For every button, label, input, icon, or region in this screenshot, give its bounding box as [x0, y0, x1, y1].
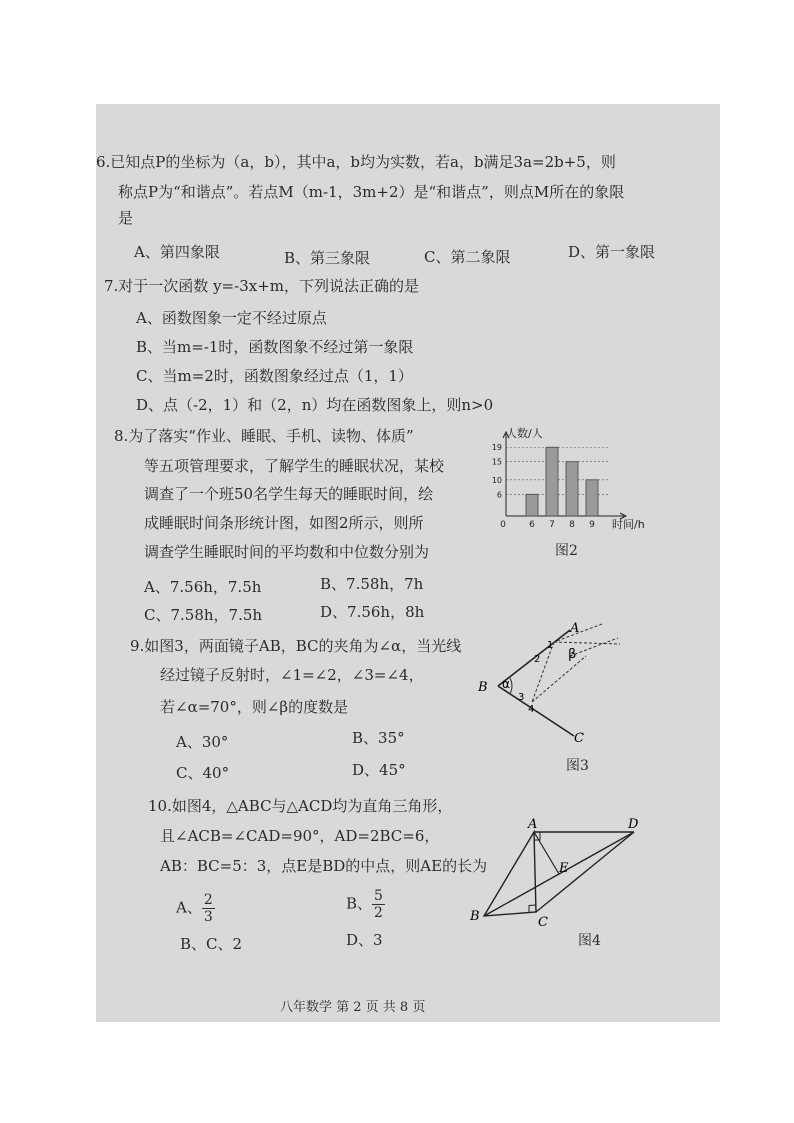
q6-line1: 6.已知点P的坐标为（a，b），其中a，b均为实数，若a，b满足3a=2b+5，则 — [96, 153, 616, 171]
q9-line3: 若∠α=70°，则∠β的度数是 — [160, 698, 349, 716]
fraction-b-numerator: 5 — [374, 888, 383, 904]
point-b-label: B — [478, 680, 488, 695]
beta-label: β — [568, 647, 577, 662]
y-tick-label: 6 — [496, 490, 502, 500]
q10-option-c: B、C、2 — [180, 935, 243, 953]
bar — [586, 480, 598, 516]
sleep-time-bar-chart — [484, 420, 660, 538]
x-tick-label: 0 — [500, 520, 506, 530]
bar — [526, 494, 538, 516]
q9-option-b: B、35° — [352, 729, 405, 747]
point-c-label: C — [538, 915, 548, 928]
q10-option-a-label: A、 — [176, 898, 202, 917]
q9-option-a: A、30° — [176, 733, 229, 751]
q9-line1: 9.如图3，两面镜子AB，BC的夹角为∠α，当光线 — [130, 637, 462, 655]
q7-option-b: B、当m=-1时，函数图象不经过第一象限 — [136, 338, 414, 356]
q9-line2: 经过镜子反射时，∠1=∠2，∠3=∠4， — [160, 666, 424, 684]
mirror-reflection-figure — [470, 616, 660, 748]
q10-option-a — [176, 892, 215, 925]
angle-1-label: 1 — [547, 640, 554, 651]
x-tick-label: 8 — [569, 520, 575, 530]
q8-line1: 8.为了落实“作业、睡眠、手机、读物、体质” — [114, 427, 414, 445]
q10-line1: 10.如图4，△ABC与△ACD均为直角三角形， — [148, 797, 453, 815]
q7-option-a: A、函数图象一定不经过原点 — [136, 309, 327, 327]
alpha-label: α — [502, 677, 510, 691]
segment-cd — [536, 832, 634, 912]
q9-option-c: C、40° — [176, 764, 230, 782]
q6-line3: 是 — [118, 209, 134, 227]
q8-line3: 调查了一个班50名学生每天的睡眠时间，绘 — [144, 485, 434, 503]
q8-option-d: D、7.56h，8h — [320, 603, 425, 621]
q10-line2: 且∠ACB=∠CAD=90°，AD=2BC=6， — [160, 827, 440, 845]
page-footer: 八年数学 第 2 页 共 8 页 — [280, 1000, 426, 1015]
parallel-ray — [554, 642, 620, 644]
q10-option-d: D、3 — [346, 931, 383, 949]
x-tick-label: 9 — [589, 520, 595, 530]
fraction-a-denominator: 3 — [203, 909, 213, 925]
point-a-label: A — [528, 817, 538, 832]
q8-option-b: B、7.58h，7h — [320, 575, 424, 593]
point-b-label: B — [470, 909, 480, 924]
angle-3-label: 3 — [518, 692, 525, 703]
mirror-bc — [498, 686, 574, 736]
x-tick-label: 7 — [549, 520, 555, 530]
q7-stem: 7.对于一次函数 y=-3x+m，下列说法正确的是 — [104, 277, 419, 295]
outgoing-ray — [570, 638, 618, 656]
x-tick-label: 6 — [529, 520, 535, 530]
q8-line2: 等五项管理要求，了解学生的睡眠状况，某校 — [144, 457, 445, 475]
point-c-label: C — [574, 731, 584, 746]
q6-option-c: C、第二象限 — [424, 248, 511, 266]
fraction-a-numerator: 2 — [203, 892, 213, 908]
q6-option-a: A、第四象限 — [134, 243, 220, 261]
fraction-a — [202, 892, 215, 925]
x-axis-label: 时间/h — [612, 518, 645, 531]
q10-option-b-label: B、 — [346, 894, 373, 913]
right-angle-c — [529, 905, 536, 913]
segment-ae — [534, 832, 559, 874]
q6-option-b: B、第三象限 — [284, 249, 371, 267]
point-d-label: D — [628, 817, 639, 832]
fraction-b — [372, 888, 385, 921]
q10-option-b — [346, 888, 385, 921]
bar — [546, 447, 558, 516]
triangle-abc — [484, 832, 536, 916]
q8-option-a: A、7.56h，7.5h — [144, 578, 262, 596]
q7-option-d: D、点（-2，1）和（2，n）均在函数图象上，则n>0 — [136, 396, 494, 414]
figure4-caption: 图4 — [578, 933, 601, 949]
q6-option-d: D、第一象限 — [568, 243, 656, 261]
q8-line5: 调查学生睡眠时间的平均数和中位数分别为 — [144, 543, 430, 561]
fraction-b-denominator: 2 — [374, 905, 383, 921]
figure3-caption: 图3 — [566, 758, 589, 774]
angle-4-label: 4 — [528, 704, 535, 715]
q7-option-c: C、当m=2时，函数图象经过点（1，1） — [136, 367, 413, 385]
bar — [566, 462, 578, 516]
y-tick-label: 10 — [491, 475, 502, 485]
y-axis-label: 人数/人 — [506, 427, 543, 440]
q10-line3: AB：BC=5：3，点E是BD的中点，则AE的长为 — [160, 857, 488, 875]
figure2-caption: 图2 — [555, 543, 578, 559]
point-e-label: E — [559, 861, 569, 876]
q8-line4: 成睡眠时间条形统计图，如图2所示，则所 — [144, 514, 424, 532]
angle-2-label: 2 — [534, 654, 541, 665]
y-tick-label: 15 — [491, 457, 502, 467]
triangle-figure — [466, 816, 652, 928]
q6-line2: 称点P为“和谐点”。若点M（m-1，3m+2）是“和谐点”，则点M所在的象限 — [118, 183, 625, 201]
y-tick-label: 19 — [491, 443, 502, 453]
alpha-arc — [510, 678, 512, 694]
q8-option-c: C、7.58h，7.5h — [144, 606, 263, 624]
point-a-label: A — [570, 621, 580, 636]
q9-option-d: D、45° — [352, 761, 406, 779]
